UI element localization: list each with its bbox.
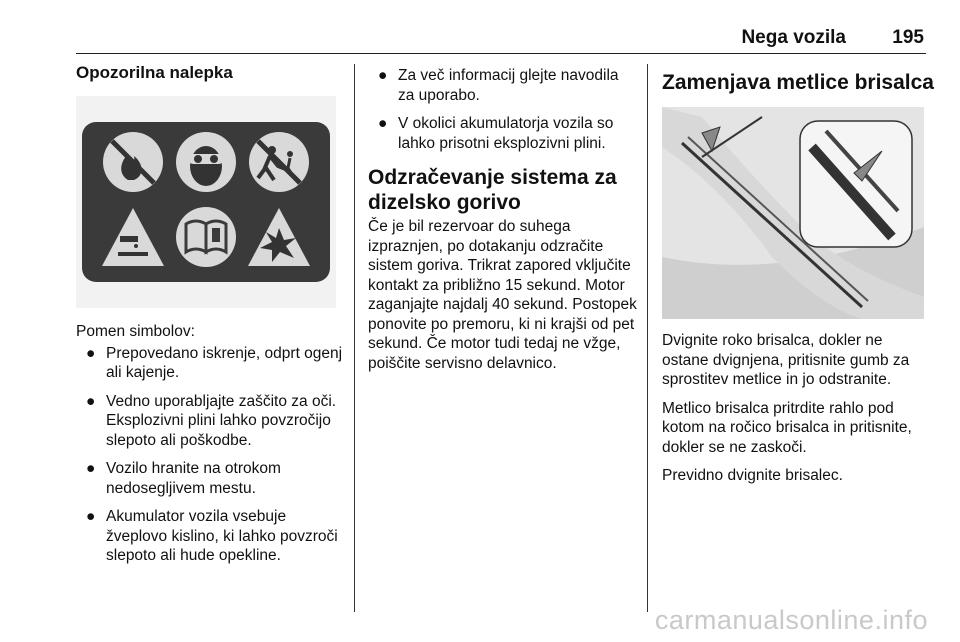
column-warning-label — [76, 62, 348, 575]
no-fire-icon — [103, 132, 163, 192]
column-diesel — [368, 62, 638, 373]
eye-protection-icon — [176, 132, 236, 192]
page-header — [76, 27, 926, 54]
page-number: 195 — [892, 27, 924, 48]
wiper-paragraph-2: Metlico brisalca pritrdite rahlo pod kotom na ročico brisalca in pritisnite, dokler se ne zaskoči. — [662, 399, 912, 456]
list-item: ● Vozilo hranite na otrokom nedosegljivem mestu. — [86, 460, 281, 497]
list-item: ● Za več informacij glejte navodila za uporabo. — [378, 67, 619, 104]
section-title: Nega vozila — [741, 27, 846, 48]
watermark: carmanualsonline.info — [654, 605, 928, 635]
list-item: ● Vedno uporabljajte zaščito za oči. Eksplozivni plini lahko povzročijo slepoto ali poškodbe. — [86, 392, 337, 449]
manual-icon — [176, 207, 236, 267]
list-item: ● V okolici akumulatorja vozila so lahko prisotni eksplozivni plini. — [378, 115, 614, 152]
diesel-bleeding-heading: Odzračevanje sistema za dizelsko gorivo — [368, 166, 617, 214]
symbols-intro: Pomen simbolov: — [76, 323, 195, 340]
warning-label-heading: Opozorilna nalepka — [76, 63, 233, 82]
keep-children-away-icon — [249, 132, 309, 192]
extra-symbols-list — [368, 66, 638, 153]
wiper-figure — [662, 107, 924, 319]
warning-label-figure — [76, 96, 336, 308]
diesel-bleeding-paragraph: Če je bil rezervoar do suhega izpraznjen, po dotakanju odzračite sistem goriva. Trikrat zapored vključite kontakt za približno 15 sekund. Motor zaganjajte najdalj 40 sekund. Postopek ponovite po premoru, ki ni krajši od pet sekund. Če motor tudi tedaj ne vžge, poiščite servisno delavnico. — [368, 218, 637, 372]
list-item: ● Akumulator vozila vsebuje žveplovo kislino, ki lahko povzroči slepoto ali hude opekline. — [86, 508, 338, 564]
symbols-list — [76, 344, 348, 566]
wiper-heading: Zamenjava metlice brisalca — [662, 71, 934, 94]
list-item: ● Prepovedano iskrenje, odprt ogenj ali kajenje. — [86, 344, 343, 381]
column-divider-2 — [647, 64, 648, 612]
column-divider-1 — [354, 64, 355, 612]
wiper-paragraph-1: Dvignite roko brisalca, dokler ne ostane dvignjena, pritisnite gumb za sprostitev metlice in jo odstranite. — [662, 332, 910, 388]
column-wiper — [662, 62, 934, 486]
wiper-paragraph-3: Previdno dvignite brisalec. — [662, 467, 843, 484]
